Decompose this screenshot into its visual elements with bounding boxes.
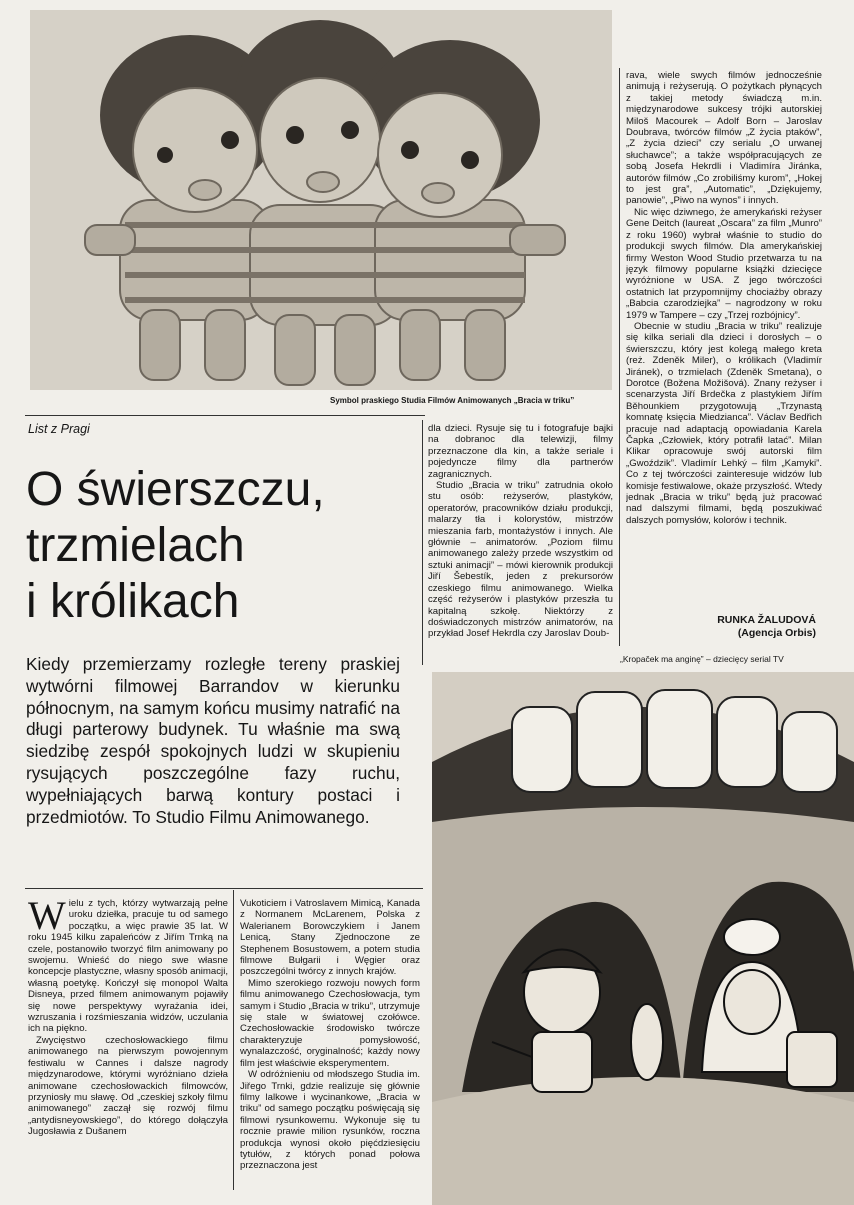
section-kicker: List z Pragi — [28, 422, 90, 436]
cartoon-mouth-scene — [432, 672, 854, 1205]
author-agency: (Agencja Orbis) — [737, 627, 816, 639]
headline-line: i królikach — [26, 575, 240, 628]
body-paragraph: Mimo szerokiego rozwoju nowych form filmu animowanego Czechosłowacja, tym samym i Studio „Bracia w triku”, utrzymuje się stale w światowej czołówce. Czechosłowackie środowisko twórcze charakteryzuje pomysłowość, wynalazczość, oryginalność; każdy nowy film jest właściwie eksperymentem. — [240, 977, 420, 1069]
body-paragraph: rava, wiele swych filmów jednocześnie animują i reżyserują. O pożytkach płynących z takiej metody świadczą m.in. międzynarodowe sukcesy trójki autorskiej Miloš Macourek – Adolf Born – Jaroslav Doubrava, twórców filmów „Z życia ptaków”, „Z życia dzieci” czy serialu „O urwanej słuchawce”; a także współpracujących ze sobą Josefa Hekrdli i Vladimíra Jiránka, autorów filmów „Co zrobiliśmy kurom”, „Hokej to jest gra”, „Automatic”, „Dziękujemy, panowie”, „Piwo na wynos” i innych. — [626, 70, 822, 207]
column-rule — [619, 68, 620, 646]
lead-paragraph: Kiedy przemierzamy rozległe tereny praskiej wytwórni filmowej Barrandov w kierunku północnym, na samym końcu musimy natrafić na długi parterowy budynek. Tu właśnie ma swą siedzibę zespół spokojnych ludzi w skupieniu rysujących poszczególne fazy ruchu, wypełniających barwą kontury postaci i przedmiotów. To Studio Filmu Animowanego. — [26, 654, 400, 827]
body-paragraph: Studio „Bracia w triku” zatrudnia około stu osób: reżyserów, plastyków, operatorów, pracowników działu produkcji, malarzy tła i kolorystów, mistrzów mieszania farb, montażystów i innych. Ale głównie – animatorów. „Poziom filmu animowanego zależy przede wszystkim od sztuki animacji” – mówi kierownik produkcji Jiří Šebestík, jeden z prekursorów czeskiego filmu animowanego. Wielka część reżyserów i plastyków przeszła tu kapitalną szkołę. Niektórzy z doświadczonych mistrzów animatorów, na przykład Josef Hekrdla czy Jaroslav Doub- — [428, 480, 613, 640]
column-rule — [233, 890, 234, 1190]
top-photo-caption: Symbol praskiego Studia Filmów Animowanych „Bracia w triku” — [330, 396, 575, 405]
body-paragraph: ielu z tych, którzy wytwarzają pełne uroku dziełka, pracuje tu od samego początku, a więc prawie 35 lat. W roku 1945 kilku zapaleńców z Jiřím Trnką na czele, postanowiło tworzyć film animowany po swojemu. Wnieść do niego swe własne koncepcje plastyczne, własny sposób animacji, własną poetykę. Kończył się monopol Walta Disneya, przed filmem animowanym pojawiły się nowe perspektywy wyrażania idei, wzruszania i rozśmieszania widzów, uczulania ich na piękno. — [28, 898, 228, 1035]
drop-cap: W — [28, 898, 66, 938]
article-column-3 — [428, 423, 613, 645]
studio-symbol-photo — [30, 10, 612, 390]
article-column-4 — [626, 70, 822, 610]
bottom-photo-caption: „Kropaček ma anginę” – dziecięcy serial TV — [620, 654, 784, 664]
body-paragraph: Zwycięstwo czechosłowackiego filmu animowanego na pierwszym powojennym festiwalu w Cannes i dalsze nagrody międzynarodowe, którymi wyróżniano dzieła animowane czechosłowackich filmowców, przyniosły mu sławę. Od „czeskiej szkoły filmu animowanego” zaczął się rozwój filmu „antydisneyowskiego”, do którego dołączyła Jugosławia z Dušanem — [28, 1034, 228, 1138]
article-column-2 — [240, 898, 420, 1198]
clay-figures-image — [30, 10, 612, 390]
body-paragraph: Vukoticiem i Vatroslavem Mimicą, Kanada z Normanem McLarenem, Polska z Walerianem Borowczykiem i Janem Lenicą, Stany Zjednoczone ze Stephenem Bosustowem, a potem studia filmowe Bułgarii i Węgier oraz poszczególni twórcy z innych krajów. — [240, 898, 420, 978]
body-paragraph: W odróżnieniu od młodszego Studia im. Jiřego Trnki, gdzie realizuje się głównie filmy lalkowe i wycinankowe, „Bracia w triku” od samego początku poświęcają się filmowi rysunkowemu. Wykonuje się tu rocznie prawie milion rysunków, roczna produkcja wynosi około pięćdziesięciu tytułów, z których ponad połowa przeznaczona jest — [240, 1069, 420, 1172]
headline-line: O świerszczu, — [26, 463, 325, 516]
body-paragraph: Nic więc dziwnego, że amerykański reżyser Gene Deitch (laureat „Oscara” za film „Munro” z roku 1960) wybrał właśnie to studio do produkcji swych filmów. Dla amerykańskiej firmy Weston Wood Studio przetwarza tu na język filmowy popularne książki dziecięce wyróżnione w USA. Z jego twórczości ostatnich lat przypomnijmy chociażby obrazy „Babcia czarodziejka” – nagrodzony w roku 1979 w Tampere – czy „Trzej rozbójnicy”. — [626, 206, 822, 321]
article-headline — [26, 462, 416, 630]
article-lead — [26, 654, 400, 828]
article-column-1 — [28, 898, 228, 1198]
body-paragraph: Obecnie w studiu „Bracia w triku” realizuje się kilka seriali dla dzieci i dorosłych – o świerszczu, który jest kolegą małego kreta (reż. Zdeněk Miler), o królikach (Vladimír Jiránek), o trzmielach (Zdeněk Smetana), o Dorotce (Božena Možišová). Znany reżyser i scenarzysta Jiří Brdečka z plastykiem Jiřím Běhounkiem przygotowują „Trzynastą komnatę księcia Miedzianca”. Václav Bedřich pracuje nad adaptacją opowiadania Karela Čapka „Człowiek, który potrafił latać”. Milan Klikar opracowuje swój autorski film „Gwoździk”. Vladimír Lehký – film „Kamyki”. Co z tej twórczości zainteresuje widzów lub komisje festiwalowe, okaże przyszłość. Wtedy jednak „Bracia w triku” będą już pracować nad dalszymi filmami, będą poszukiwać dalszych pomysłów, kolorów i technik. — [626, 320, 822, 526]
kicker-rule — [25, 415, 425, 416]
author-byline — [626, 614, 816, 640]
cartoon-still-image — [432, 672, 854, 1205]
body-paragraph: dla dzieci. Rysuje się tu i fotografuje bajki na dobranoc dla telewizji, filmy przeznaczone dla kin, a także seriale i pojedyncze filmy dla partnerów zagranicznych. — [428, 423, 613, 480]
headline-line: trzmielach — [26, 519, 245, 572]
author-name: RUNKA ŽALUDOVÁ — [717, 614, 816, 626]
column-rule — [422, 420, 423, 665]
lead-rule — [25, 888, 423, 889]
